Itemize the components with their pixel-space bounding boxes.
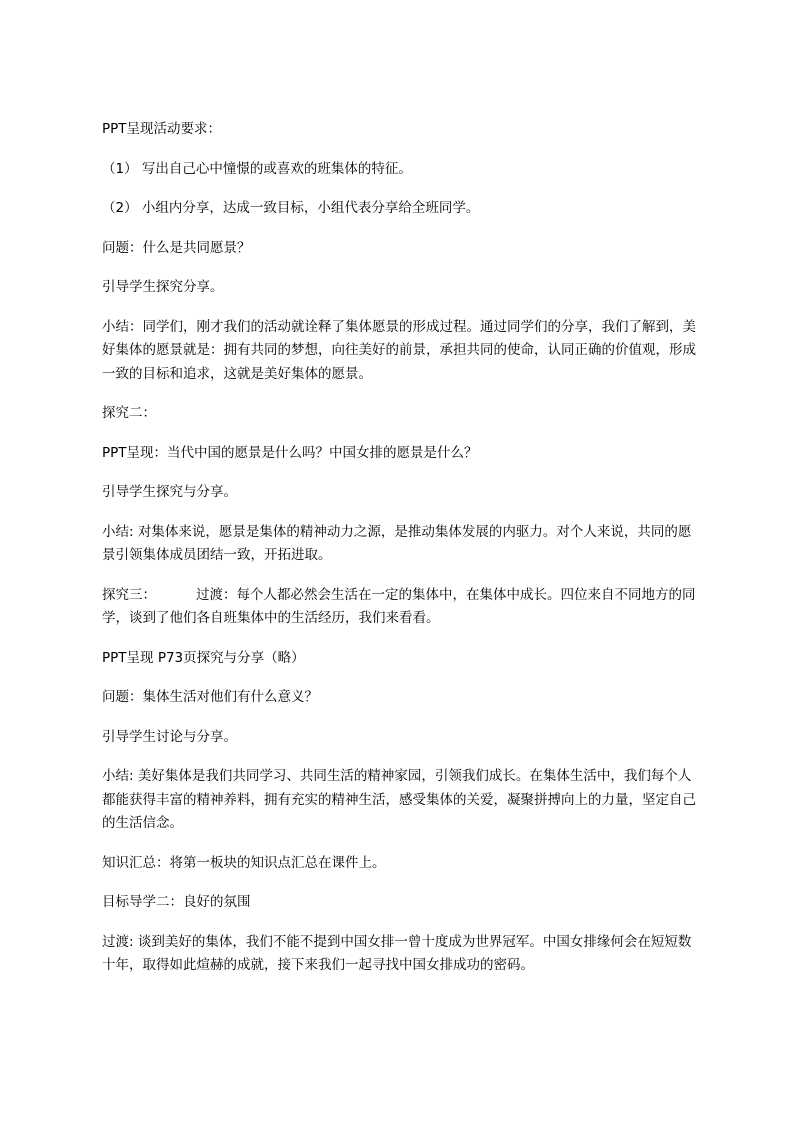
paragraph-question-2: 问题：集体生活对他们有什么意义？ [102, 689, 318, 705]
paragraph-summary-2: 小结: 对集体来说，愿景是集体的精神动力之源，是推动集体发展的内驱力。对个人来说，共同的愿景引领集体成员团结一致，开拓进取。 [102, 523, 692, 563]
transition-text-1: 过渡：每个人都必然会生活在一定的集体中，在集体中成长。四位来自不同地方的同学，谈到了他们各自班集体中的生活经历，我们来看看。 [102, 586, 696, 626]
paragraph-ppt-p73: PPT呈现 P73页探究与分享（略） [102, 649, 305, 666]
paragraph-item-1: （1） 写出自己心中憧憬的或喜欢的班集体的特征。 [102, 160, 412, 177]
paragraph-guide-3: 引导学生讨论与分享。 [102, 728, 237, 745]
section-label-explore-3: 探究三： [102, 586, 156, 603]
paragraph-item-2: （2） 小组内分享，达成一致目标，小组代表分享给全班同学。 [102, 200, 480, 216]
paragraph-ppt-activity: PPT呈现活动要求： [102, 121, 222, 137]
paragraph-summary-3: 小结: 美好集体是我们共同学习、共同生活的精神家园，引领我们成长。在集体生活中，我们每个人都能获得丰富的精神养料，拥有充实的精神生活，感受集体的关爱，凝聚拼搏向上的力量，坚定自己的生活信念。 [102, 768, 696, 831]
paragraph-transition-2: 过渡: 谈到美好的集体，我们不能不提到中国女排一曾十度成为世界冠军。中国女排缘何会在短短数十年，取得如此煊赫的成就，接下来我们一起寻找中国女排成功的密码。 [102, 933, 692, 973]
paragraph-guide-1: 引导学生探究分享。 [102, 279, 224, 295]
paragraph-explore-2: 探究二： [102, 405, 156, 421]
paragraph-goal-2: 目标导学二：良好的氛围 [102, 894, 251, 910]
paragraph-ppt-china: PPT呈现：当代中国的愿景是什么吗？中国女排的愿景是什么？ [102, 444, 478, 461]
paragraph-question-1: 问题：什么是共同愿景？ [102, 239, 251, 256]
paragraph-summary-1: 小结：同学们，刚才我们的活动就诠释了集体愿景的形成过程。通过同学们的分享，我们了解到，美好集体的愿景就是：拥有共同的梦想，向往美好的前景，承担共同的使命，认同正确的价值观，形成一致的目标和追求，这就是美好集体的愿景。 [102, 318, 696, 382]
paragraph-guide-2: 引导学生探究与分享。 [102, 484, 237, 500]
document-body [102, 118, 698, 994]
paragraph-knowledge-summary: 知识汇总：将第一板块的知识点汇总在课件上。 [102, 854, 386, 871]
paragraph-explore-3 [102, 584, 698, 631]
